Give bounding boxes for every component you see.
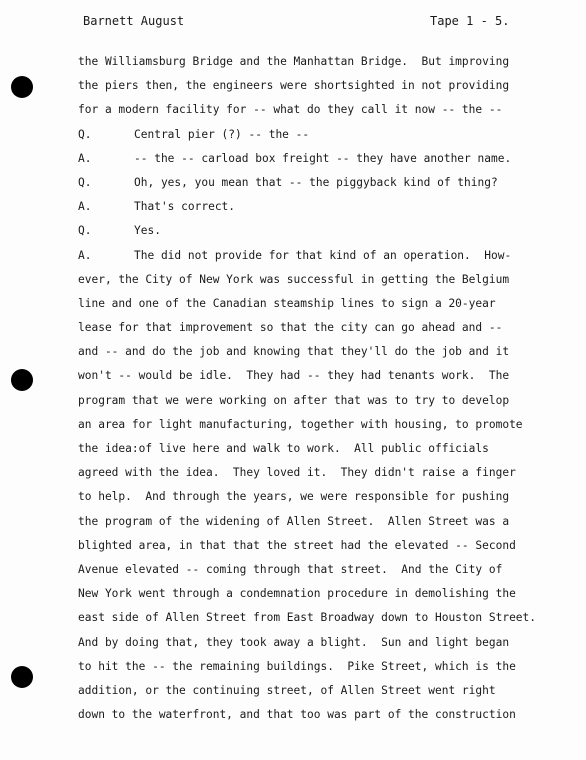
transcript-line	[78, 219, 583, 243]
transcript-line	[78, 606, 583, 630]
transcript-line	[78, 461, 583, 485]
punch-hole	[11, 369, 33, 391]
transcript-line	[78, 171, 583, 195]
line-text: New York went through a condemnation procedure in demolishing the	[78, 587, 516, 601]
line-text: for a modern facility for -- what do they call it now -- the --	[78, 103, 503, 117]
transcript-line	[78, 195, 583, 219]
line-text: lease for that improvement so that the city can go ahead and --	[78, 321, 503, 335]
transcript-line	[78, 413, 583, 437]
interviewee-header: Barnett August	[83, 14, 185, 28]
transcript-line	[78, 74, 583, 98]
tape-page-header: Tape 1 - 5.	[430, 14, 510, 28]
line-text: to help. And through the years, we were responsible for pushing	[78, 490, 510, 504]
speaker-label: A.	[78, 151, 92, 165]
transcript-line	[78, 389, 583, 413]
transcript-line	[78, 437, 583, 461]
line-text: blighted area, in that that the street had the elevated -- Second	[78, 538, 516, 552]
transcript-body	[78, 50, 583, 727]
line-text: east side of Allen Street from East Broadway down to Houston Street.	[78, 611, 537, 625]
transcript-line	[78, 98, 583, 122]
line-text: and -- and do the job and knowing that they'll do the job and it	[78, 345, 510, 359]
speaker-label: Q.	[78, 175, 92, 189]
speaker-label: Q.	[78, 224, 92, 238]
speaker-label: Q.	[78, 127, 92, 141]
punch-hole	[11, 76, 33, 98]
transcript-line	[78, 316, 583, 340]
punch-hole	[11, 666, 33, 688]
transcript-line	[78, 292, 583, 316]
transcript-line	[78, 268, 583, 292]
line-text: addition, or the continuing street, of Allen Street went right	[78, 683, 496, 697]
transcript-line	[78, 703, 583, 727]
line-text: And by doing that, they took away a blight. Sun and light began	[78, 635, 510, 649]
speaker-label: A.	[78, 248, 92, 262]
line-text: the idea:of live here and walk to work. All public officials	[78, 442, 489, 455]
line-text: That's correct.	[134, 200, 236, 214]
transcript-line	[78, 244, 583, 268]
transcript-line	[78, 534, 583, 558]
line-text: the piers then, the engineers were shortsighted in not providing	[78, 79, 510, 93]
line-text: won't -- would be idle. They had -- they had tenants work. The	[78, 369, 510, 383]
transcript-line	[78, 631, 583, 655]
line-text: agreed with the idea. They loved it. They didn't raise a finger	[78, 466, 516, 480]
line-text: program that we were working on after that was to try to develop	[78, 393, 510, 407]
speaker-label: A.	[78, 200, 92, 214]
transcript-line	[78, 123, 583, 147]
transcript-line	[78, 655, 583, 679]
transcript-line	[78, 582, 583, 606]
line-text: The did not provide for that kind of an operation. How-	[134, 248, 512, 262]
transcript-line	[78, 485, 583, 509]
line-text: Oh, yes, you mean that -- the piggyback kind of thing?	[134, 175, 498, 189]
line-text: Central pier (?) -- the --	[134, 127, 310, 141]
transcript-line	[78, 679, 583, 703]
transcript-line	[78, 558, 583, 582]
transcript-line	[78, 364, 583, 388]
line-text: an area for light manufacturing, together with housing, to promote	[78, 417, 523, 431]
transcript-line	[78, 340, 583, 364]
line-text: the Williamsburg Bridge and the Manhattan Bridge. But improving	[78, 55, 510, 68]
line-text: Yes.	[134, 224, 161, 238]
line-text: to hit the -- the remaining buildings. Pike Street, which is the	[78, 659, 516, 673]
line-text: the program of the widening of Allen Street. Allen Street was a	[78, 514, 510, 528]
line-text: line and one of the Canadian steamship lines to sign a 20-year	[78, 296, 496, 310]
line-text: Avenue elevated -- coming through that street. And the City of	[78, 562, 503, 576]
transcript-line	[78, 147, 583, 171]
transcript-line	[78, 510, 583, 534]
line-text: down to the waterfront, and that too was part of the construction	[78, 708, 516, 722]
transcript-line	[78, 50, 583, 74]
line-text: ever, the City of New York was successful in getting the Belgium	[78, 272, 510, 286]
line-text: -- the -- carload box freight -- they have another name.	[134, 151, 512, 165]
